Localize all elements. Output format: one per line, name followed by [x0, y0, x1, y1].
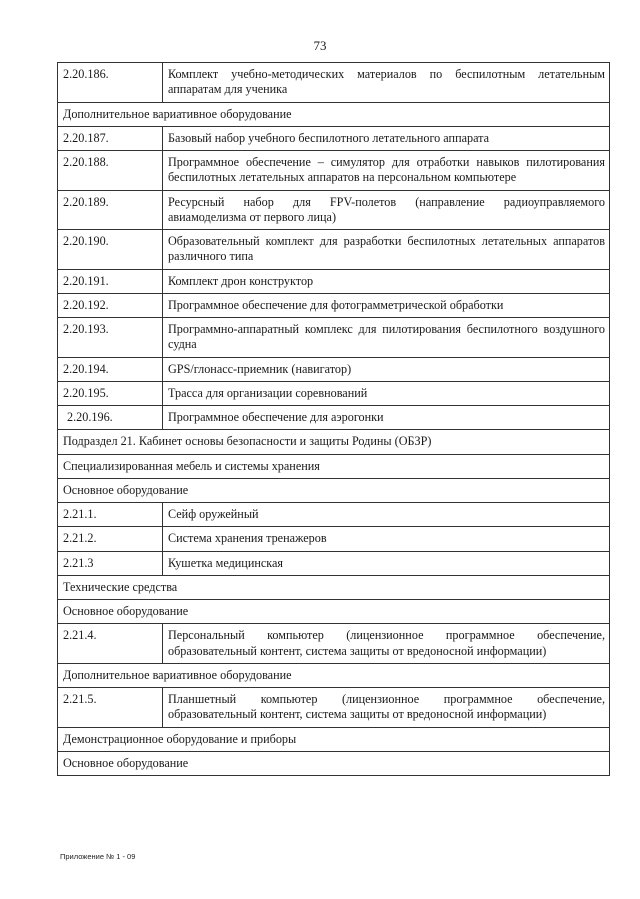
section-title: Дополнительное вариативное оборудование — [58, 102, 610, 126]
item-number: 2.20.195. — [58, 381, 163, 405]
item-description: Система хранения тренажеров — [163, 527, 610, 551]
section-header-row — [58, 454, 610, 478]
table-row — [58, 688, 610, 728]
table-row — [58, 63, 610, 103]
table-row — [58, 126, 610, 150]
section-header-row — [58, 102, 610, 126]
section-header-row — [58, 600, 610, 624]
table-row — [58, 230, 610, 270]
table-row — [58, 381, 610, 405]
item-number: 2.20.187. — [58, 126, 163, 150]
section-title: Специализированная мебель и системы хранения — [58, 454, 610, 478]
item-number: 2.21.2. — [58, 527, 163, 551]
table-row — [58, 293, 610, 317]
item-description: Образовательный комплект для разработки беспилотных летательных аппаратов различного типа — [163, 230, 610, 270]
item-description: Сейф оружейный — [163, 503, 610, 527]
section-header-row — [58, 663, 610, 687]
section-title: Демонстрационное оборудование и приборы — [58, 727, 610, 751]
section-title: Основное оборудование — [58, 478, 610, 502]
item-description: Комплект учебно-методических материалов по беспилотным летательным аппаратам для ученика — [163, 63, 610, 103]
item-description: Кушетка медицинская — [163, 551, 610, 575]
item-description: GPS/глонасс-приемник (навигатор) — [163, 357, 610, 381]
section-title: Основное оборудование — [58, 751, 610, 775]
item-number: 2.20.190. — [58, 230, 163, 270]
item-number: 2.20.193. — [58, 318, 163, 358]
item-description: Трасса для организации соревнований — [163, 381, 610, 405]
item-number: 2.20.196. — [58, 406, 163, 430]
table-row — [58, 190, 610, 230]
section-title: Подраздел 21. Кабинет основы безопасности и защиты Родины (ОБЗР) — [58, 430, 610, 454]
item-description: Программно-аппаратный комплекс для пилотирования беспилотного воздушного судна — [163, 318, 610, 358]
table-row — [58, 318, 610, 358]
item-number: 2.20.186. — [58, 63, 163, 103]
item-number: 2.21.5. — [58, 688, 163, 728]
table-row — [58, 551, 610, 575]
page-number: 73 — [313, 38, 327, 53]
item-number: 2.20.191. — [58, 269, 163, 293]
item-description: Базовый набор учебного беспилотного летательного аппарата — [163, 126, 610, 150]
item-description: Программное обеспечение для фотограмметрической обработки — [163, 293, 610, 317]
table-row — [58, 624, 610, 664]
equipment-table-body — [58, 63, 610, 776]
table-row — [58, 406, 610, 430]
item-description: Программное обеспечение – симулятор для отработки навыков пилотирования беспилотных летательных аппаратов на персональном компьютере — [163, 151, 610, 191]
item-description: Персональный компьютер (лицензионное программное обеспечение, образовательный контент, система защиты от вредоносной информации) — [163, 624, 610, 664]
item-number: 2.20.188. — [58, 151, 163, 191]
table-row — [58, 151, 610, 191]
section-title: Основное оборудование — [58, 600, 610, 624]
item-number: 2.21.1. — [58, 503, 163, 527]
table-row — [58, 357, 610, 381]
item-description: Программное обеспечение для аэрогонки — [163, 406, 610, 430]
item-number: 2.20.194. — [58, 357, 163, 381]
table-row — [58, 503, 610, 527]
item-number: 2.20.189. — [58, 190, 163, 230]
section-header-row — [58, 478, 610, 502]
table-row — [58, 269, 610, 293]
section-title: Технические средства — [58, 575, 610, 599]
item-number: 2.21.4. — [58, 624, 163, 664]
item-description: Комплект дрон конструктор — [163, 269, 610, 293]
section-title: Дополнительное вариативное оборудование — [58, 663, 610, 687]
page-footer: Приложение № 1 - 09 — [60, 852, 136, 861]
item-number: 2.21.3 — [58, 551, 163, 575]
table-row — [58, 527, 610, 551]
section-header-row — [58, 430, 610, 454]
item-number: 2.20.192. — [58, 293, 163, 317]
section-header-row — [58, 575, 610, 599]
equipment-table — [57, 62, 610, 776]
item-description: Планшетный компьютер (лицензионное программное обеспечение, образовательный контент, система защиты от вредоносной информации) — [163, 688, 610, 728]
item-description: Ресурсный набор для FPV-полетов (направление радиоуправляемого авиамоделизма от первого лица) — [163, 190, 610, 230]
section-header-row — [58, 727, 610, 751]
section-header-row — [58, 751, 610, 775]
